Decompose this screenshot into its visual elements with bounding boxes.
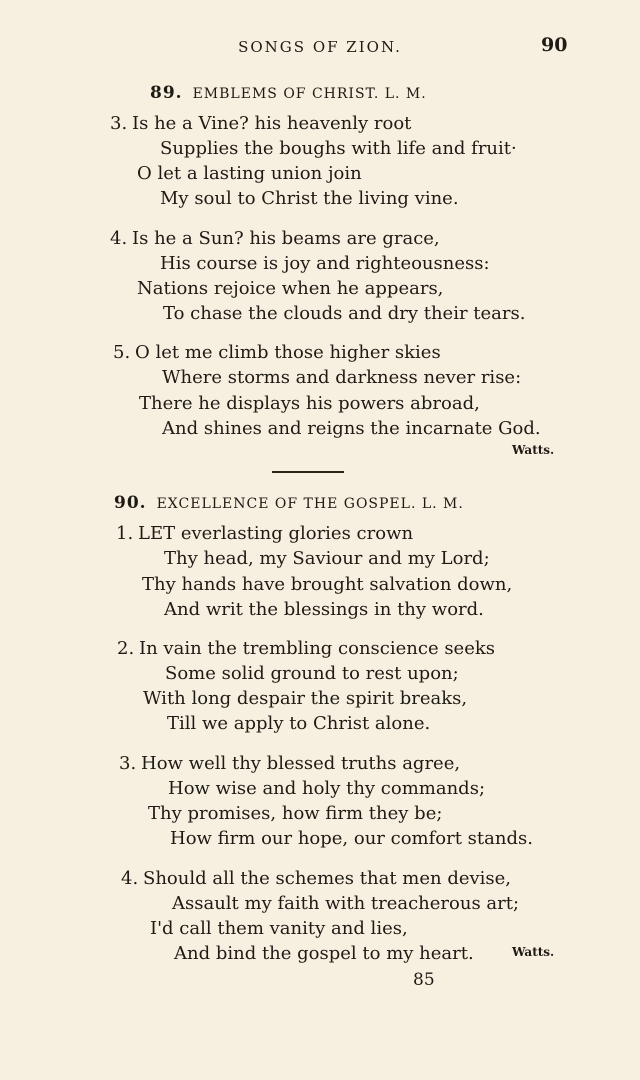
- verse-line: Till we apply to Christ alone.: [167, 713, 431, 734]
- verse-text: How well thy blessed truths agree,: [141, 753, 461, 774]
- verse-line: How wise and holy thy commands;: [168, 778, 486, 799]
- verse-line: Thy head, my Saviour and my Lord;: [164, 548, 490, 569]
- verse-line: Where storms and darkness never rise:: [162, 367, 522, 388]
- verse-line: With long despair the spirit breaks,: [143, 688, 468, 709]
- verse-number: 2.: [117, 638, 135, 659]
- verse-line: Supplies the boughs with life and fruit·: [160, 138, 517, 159]
- running-title: SONGS OF ZION.: [238, 38, 402, 56]
- hymn-title: EXCELLENCE OF THE GOSPEL. L. M.: [156, 496, 464, 512]
- verse-line: And shines and reigns the incarnate God.: [162, 418, 541, 439]
- verse-line: [119, 753, 460, 775]
- verse-line: His course is joy and righteousness:: [160, 253, 490, 274]
- page-marker: 90: [541, 34, 568, 56]
- hymn-heading: [150, 83, 427, 103]
- verse-number: 4.: [121, 868, 139, 889]
- page-number: 85: [413, 970, 435, 990]
- verse-line: [113, 342, 441, 364]
- verse-line: I'd call them vanity and lies,: [150, 918, 408, 939]
- section-divider: [272, 471, 344, 473]
- hymn-heading: [114, 493, 464, 513]
- verse-text: LET everlasting glories crown: [138, 523, 414, 544]
- verse-number: 4.: [110, 228, 128, 249]
- verse-number: 3.: [110, 113, 128, 134]
- hymn-number: 90.: [114, 493, 147, 513]
- verse-number: 3.: [119, 753, 137, 774]
- verse-line: Some solid ground to rest upon;: [165, 663, 459, 684]
- verse-line: How firm our hope, our comfort stands.: [170, 828, 533, 849]
- verse-text: In vain the trembling conscience seeks: [139, 638, 496, 659]
- verse-text: Is he a Vine? his heavenly root: [132, 113, 412, 134]
- verse-line: [116, 523, 413, 545]
- verse-line: Thy promises, how firm they be;: [148, 803, 443, 824]
- verse-text: Is he a Sun? his beams are grace,: [132, 228, 440, 249]
- verse-line: And writ the blessings in thy word.: [164, 599, 484, 620]
- verse-line: To chase the clouds and dry their tears.: [163, 303, 526, 324]
- hymn-author: Watts.: [512, 945, 555, 959]
- verse-line: There he displays his powers abroad,: [139, 393, 480, 414]
- hymn-author: Watts.: [512, 443, 555, 457]
- verse-line: Thy hands have brought salvation down,: [142, 574, 513, 595]
- verse-line: [110, 113, 411, 135]
- verse-line: And bind the gospel to my heart.: [174, 943, 474, 964]
- verse-line: Assault my faith with treacherous art;: [172, 893, 520, 914]
- verse-line: O let a lasting union join: [137, 163, 362, 184]
- verse-number: 1.: [116, 523, 134, 544]
- hymn-title: EMBLEMS OF CHRIST. L. M.: [192, 86, 427, 102]
- verse-line: Nations rejoice when he appears,: [137, 278, 444, 299]
- verse-line: My soul to Christ the living vine.: [160, 188, 459, 209]
- hymn-number: 89.: [150, 83, 183, 103]
- verse-text: O let me climb those higher skies: [135, 342, 441, 363]
- verse-line: [117, 638, 495, 660]
- verse-text: Should all the schemes that men devise,: [143, 868, 512, 889]
- verse-number: 5.: [113, 342, 131, 363]
- verse-line: [110, 228, 440, 250]
- verse-line: [121, 868, 511, 890]
